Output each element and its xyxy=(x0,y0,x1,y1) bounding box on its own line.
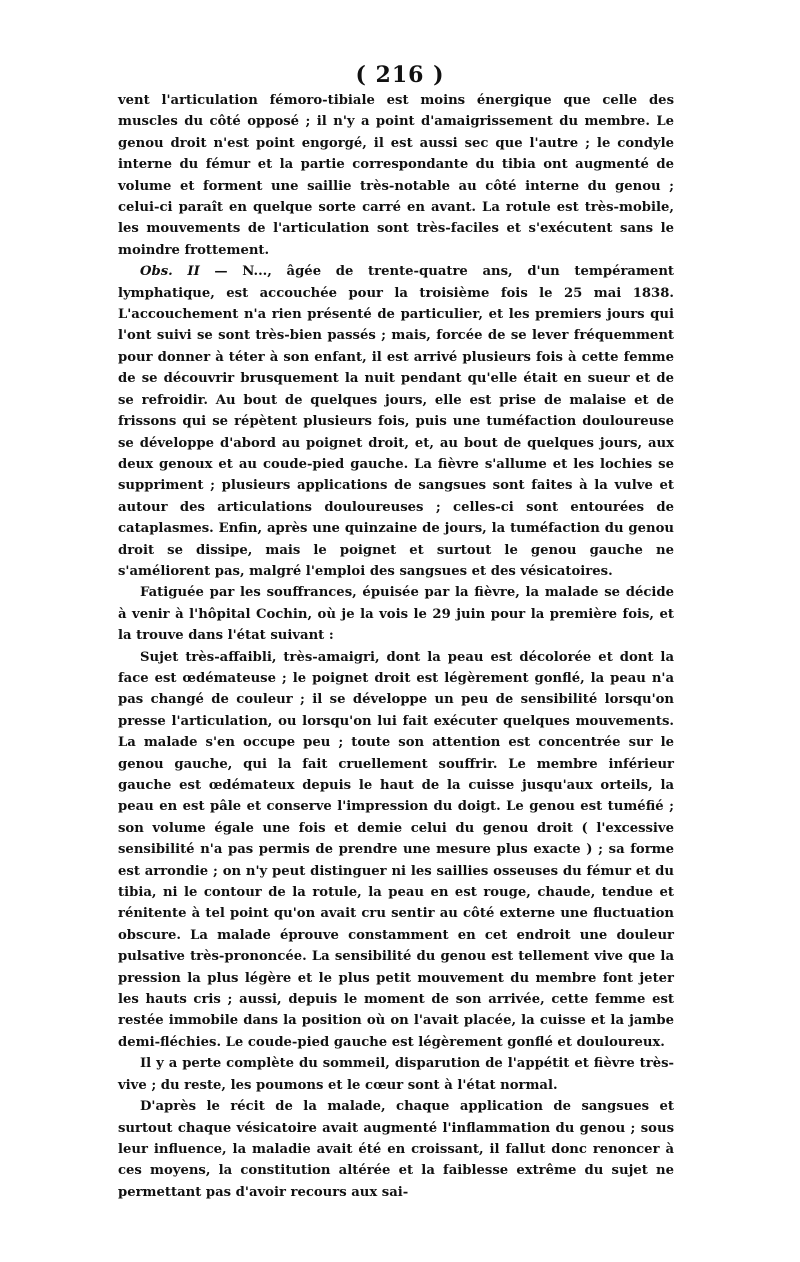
paragraph-2-text: — N..., âgée de trente-quatre ans, d'un tempérament lymphatique, est accouchée pour la troisième fois le 25 mai 1838. L'accouchement n'a rien présenté de particulier, et les premiers jours qui l'ont suivi se sont très-bien passés ; mais, forcée de se lever fréquemment pour donner à téter à son enfant, il est arrivé plusieurs fois à cette femme de se découvrir brusquement la nuit pendant qu'elle était en sueur et de se refroidir. Au bout de quelques jours, elle est prise de malaise et de frissons qui se répètent plusieurs fois, puis une tuméfaction douloureuse se développe d'abord au poignet droit, et, au bout de quelques jours, aux deux genoux et au coude-pied gauche. La fièvre s'allume et les lochies se suppriment ; plusieurs applications de sangsues sont faites à la vulve et autour des articulations douloureuses ; celles-ci sont entourées de cataplasmes. Enfin, après une quinzaine de jours, la tuméfaction du genou droit se dissipe, mais le poignet et surtout le genou gauche ne s'améliorent pas, malgré l'emploi des sangsues et des vésicatoires. xyxy=(118,264,674,579)
observation-label: Obs. II xyxy=(140,264,200,280)
paragraph-1-text: vent l'articulation fémoro-tibiale est moins énergique que celle des muscles du côté opposé ; il n'y a point d'amaigrissement du membre. Le genou droit n'est point engorgé, il est aussi sec que l'autre ; le condyle interne du fémur et la partie correspondante du tibia ont augmenté de volume et forment une saillie très-notable au côté interne du genou ; celui-ci paraît en quelque sorte carré en avant. La rotule est très-mobile, les mouvements de l'articulation sont très-faciles et s'exécutent sans le moindre frottement. xyxy=(118,93,674,258)
paragraph-5-text: Il y a perte complète du sommeil, disparution de l'appétit et fièvre très-vive ; du reste, les poumons et le cœur sont à l'état normal. xyxy=(118,1056,674,1093)
body-text xyxy=(118,90,674,1203)
paragraph-3 xyxy=(118,582,674,646)
paragraph-2 xyxy=(118,261,674,582)
paragraph-1 xyxy=(118,90,674,261)
paragraph-4-text: Sujet très-affaibli, très-amaigri, dont la peau est décolorée et dont la face est œdémateuse ; le poignet droit est légèrement gonflé, la peau n'a pas changé de couleur ; il se développe un peu de sensibilité lorsqu'on presse l'articulation, ou lorsqu'on lui fait exécuter quelques mouvements. La malade s'en occupe peu ; toute son attention est concentrée sur le genou gauche, qui la fait cruellement souffrir. Le membre inférieur gauche est œdémateux depuis le haut de la cuisse jusqu'aux orteils, la peau en est pâle et conserve l'impression du doigt. Le genou est tuméfié ; son volume égale une fois et demie celui du genou droit ( l'excessive sensibilité n'a pas permis de prendre une mesure plus exacte ) ; sa forme est arrondie ; on n'y peut distinguer ni les saillies osseuses du fémur et du tibia, ni le contour de la rotule, la peau en est rouge, chaude, tendue et rénitente à tel point qu'on avait cru sentir au côté externe une fluctuation obscure. La malade éprouve constamment en cet endroit une douleur pulsative très-prononcée. La sensibilité du genou est tellement vive que la pression la plus légère et le plus petit mouvement du membre font jeter les hauts cris ; aussi, depuis le moment de son arrivée, cette femme est restée immobile dans la position où on l'avait placée, la cuisse et la jambe demi-fléchies. Le coude-pied gauche est légèrement gonflé et douloureux. xyxy=(118,649,674,1050)
paragraph-4 xyxy=(118,647,674,1054)
paragraph-5 xyxy=(118,1053,674,1096)
paragraph-6 xyxy=(118,1096,674,1203)
page-number: ( 216 ) xyxy=(355,62,445,88)
paragraph-3-text: Fatiguée par les souffrances, épuisée par la fièvre, la malade se décide à venir à l'hôpital Cochin, où je la vois le 29 juin pour la première fois, et la trouve dans l'état suivant : xyxy=(118,585,674,644)
paragraph-6-text: D'après le récit de la malade, chaque application de sangsues et surtout chaque vésicatoire avait augmenté l'inflammation du genou ; sous leur influence, la maladie avait été en croissant, il fallut donc renoncer à ces moyens, la constitution altérée et la faiblesse extrême du sujet ne permettant pas d'avoir recours aux sai- xyxy=(118,1099,674,1200)
